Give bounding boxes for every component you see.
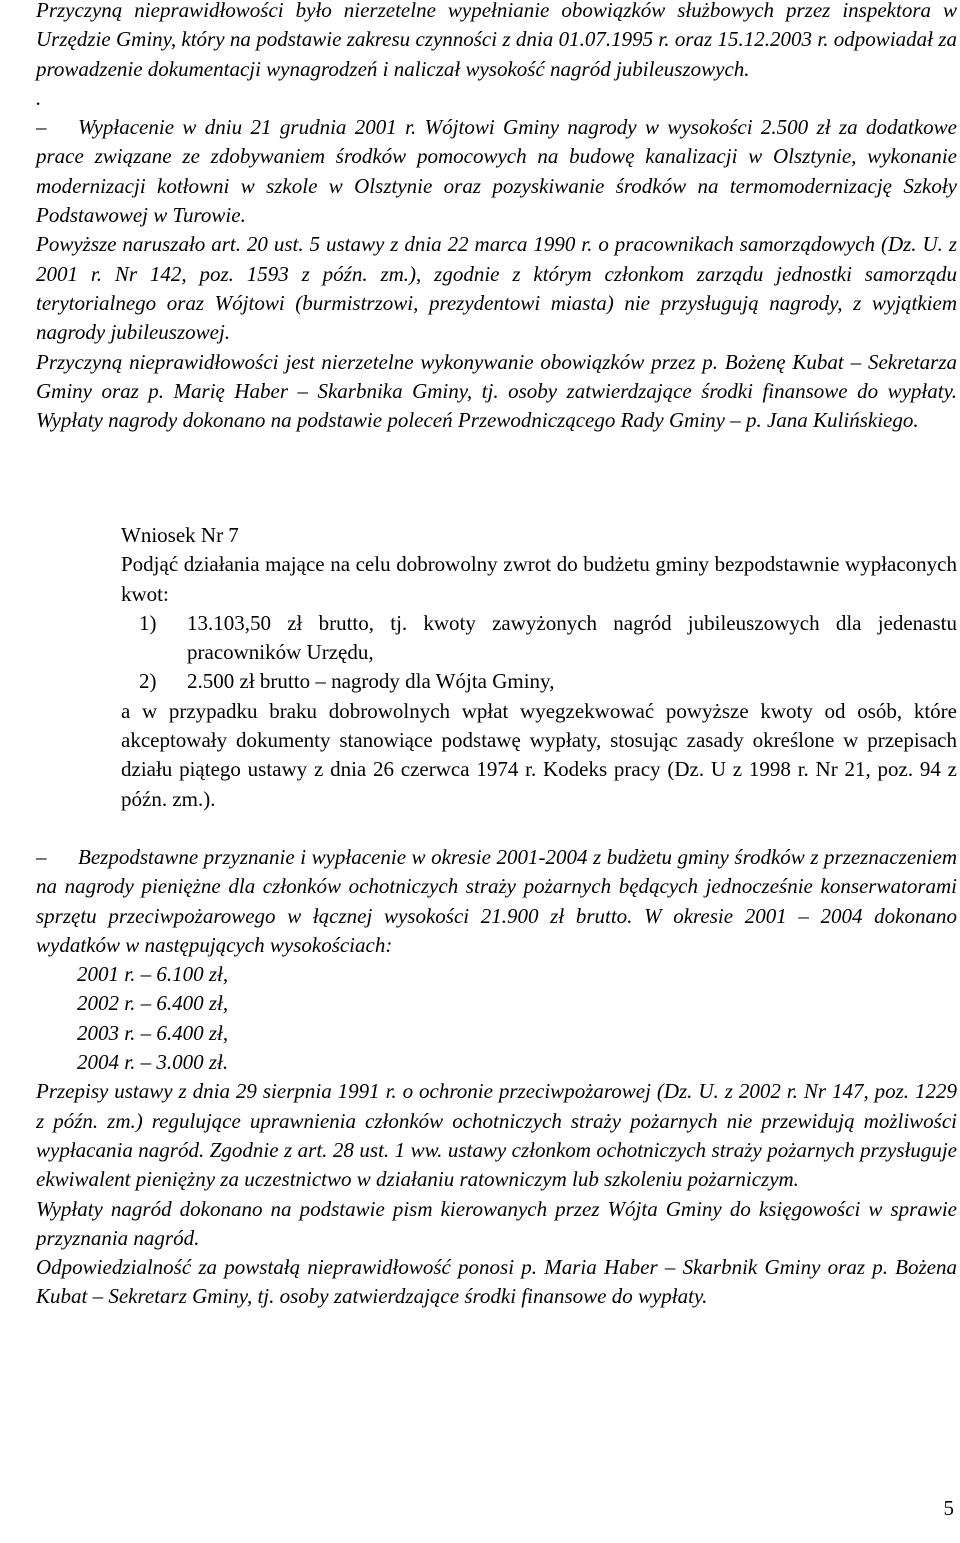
paragraph-cause-responsible: Przyczyną nieprawidłowości jest nierzetelne wykonywanie obowiązków przez p. Bożenę Kubat – Sekretarza Gminy oraz p. Marię Haber – Skarbnika Gminy, tj. osoby zatwierdzające środki finansowe do wypłaty. Wypłaty nagrody dokonano na podstawie poleceń Przewodniczącego Rady Gminy – p. Jana Kulińskiego. bbox=[36, 349, 957, 433]
amount-item bbox=[121, 667, 957, 696]
paragraph-dot: . bbox=[36, 85, 42, 110]
yearly-expense-row: 2001 r. – 6.100 zł, bbox=[77, 962, 229, 987]
paragraph-payment-basis: Wypłaty nagród dokonano na podstawie pism kierowanych przez Wójta Gminy do księgowości w sprawie przyznania nagród. bbox=[36, 1196, 957, 1250]
paragraph-cause-inspector: Przyczyną nieprawidłowości było nierzetelne wypełnianie obowiązków służbowych przez inspektora w Urzędzie Gminy, który na podstawie zakresu czynności z dnia 01.07.1995 r. oraz 15.12.2003 r. odpowiadał za prowadzenie dokumentacji wynagrodzeń i naliczał wysokość nagród jubileuszowych. bbox=[36, 0, 957, 81]
amounts-list bbox=[121, 609, 957, 697]
paragraph-responsibility: Odpowiedzialność za powstałą nieprawidłowość ponosi p. Maria Haber – Skarbnik Gminy oraz p. Bożena Kubat – Sekretarz Gminy, tj. osoby zatwierdzające środki finansowe do wypłaty. bbox=[36, 1255, 957, 1309]
amount-item-text: 2.500 zł brutto – nagrody dla Wójta Gminy, bbox=[187, 669, 555, 694]
amount-item-text: 13.103,50 zł brutto, tj. kwoty zawyżonych nagród jubileuszowych dla jedenastu pracowników Urzędu, bbox=[187, 610, 957, 665]
amount-item bbox=[121, 609, 957, 668]
finding-text: Bezpodstawne przyznanie i wypłacenie w okresie 2001-2004 z budżetu gminy środków z przeznaczeniem na nagrody pieniężne dla członków ochotniczych straży pożarnych będących jednocześnie konserwatorami sprzętu przeciwpożarowego w łącznej wysokości 21.900 zł brutto. W okresie 2001 – 2004 dokonano wydatków w następujących wysokościach: bbox=[36, 845, 957, 957]
recommendation-outro: a w przypadku braku dobrowolnych wpłat wyegzekwować powyższe kwoty od osób, które akceptowały dokumenty stanowiące podstawę wypłaty, stosując zasady określone w przepisach działu piątego ustawy z dnia 26 czerwca 1974 r. Kodeks pracy (Dz. U z 1998 r. Nr 21, poz. 94 z późn. zm.). bbox=[121, 698, 957, 811]
finding-item-fire-brigade bbox=[36, 843, 957, 960]
finding-text: Wypłacenie w dniu 21 grudnia 2001 r. Wójtowi Gminy nagrody w wysokości 2.500 zł za dodatkowe prace związane ze zdobywaniem środków pomocowych na budowę kanalizacji w Olsztynie, wykonanie modernizacji kotłowni w szkole w Olsztynie oraz pozyskiwanie środków na termomodernizację Szkoły Podstawowej w Turowie. bbox=[36, 115, 957, 228]
amount-item-number: 2) bbox=[139, 669, 157, 694]
dash-bullet: – bbox=[36, 115, 47, 140]
yearly-expense-row: 2003 r. – 6.400 zł, bbox=[77, 1020, 229, 1045]
paragraph-violation: Powyższe naruszało art. 20 ust. 5 ustawy z dnia 22 marca 1990 r. o pracownikach samorządowych (Dz. U. z 2001 r. Nr 142, poz. 1593 z późn. zm.), zgodnie z którym członkom zarządu jednostki samorządu terytorialnego oraz Wójtowi (burmistrzowi, prezydentowi miasta) nie przysługują nagrody, z wyjątkiem nagrody jubileuszowej. bbox=[36, 232, 957, 345]
findings-section-bottom bbox=[36, 843, 957, 1312]
yearly-expense-row: 2002 r. – 6.400 zł, bbox=[77, 991, 229, 1016]
page-number: 5 bbox=[943, 1496, 954, 1520]
dash-bullet: – bbox=[36, 845, 47, 869]
findings-section-top bbox=[36, 0, 957, 435]
yearly-expense-row: 2004 r. – 3.000 zł. bbox=[77, 1050, 229, 1075]
paragraph-fire-law: Przepisy ustawy z dnia 29 sierpnia 1991 r. o ochronie przeciwpożarowej (Dz. U. z 2002 r. Nr 147, poz. 1229 z późn. zm.) regulujące uprawnienia członków ochotniczych straży pożarnych nie przewidują możliwości wypłacania nagród. Zgodnie z art. 28 ust. 1 ww. ustawy członkom ochotniczych straży pożarnych przysługuje ekwiwalent pieniężny za uczestnictwo w działaniu ratowniczym lub szkoleniu pożarniczym. bbox=[36, 1079, 957, 1192]
finding-item-wojt-bonus bbox=[36, 113, 957, 230]
yearly-expenses-list bbox=[36, 960, 957, 1077]
recommendation-intro: Podjąć działania mające na celu dobrowolny zwrot do budżetu gminy bezpodstawnie wypłaconych kwot: bbox=[121, 552, 957, 606]
amount-item-number: 1) bbox=[139, 610, 157, 635]
recommendation-title: Wniosek Nr 7 bbox=[121, 523, 239, 547]
recommendation-section bbox=[121, 521, 957, 814]
